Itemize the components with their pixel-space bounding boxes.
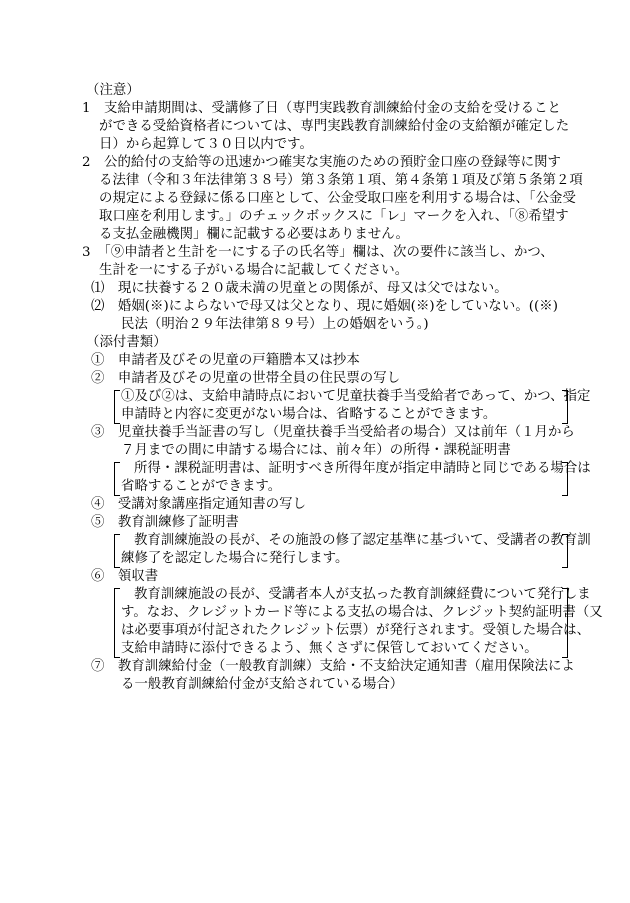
attachment-3-line-2: ７月までの間に申請する場合には、前々年）の所得・課税証明書 <box>121 443 511 458</box>
note-bracket-left <box>114 534 120 568</box>
attachment-2-note-line-1: ①及び②は、支給申請時点において児童扶養手当受給者であって、かつ、指定 <box>121 389 591 404</box>
note-bracket-left <box>114 462 120 496</box>
attachment-7-line-2: る一般教育訓練給付金が支給されている場合） <box>121 677 404 692</box>
note-bracket-right <box>562 534 568 568</box>
attachment-7-line-1: ⑦ 教育訓練給付金（一般教育訓練）支給・不支給決定通知書（雇用保険法によ <box>91 659 575 674</box>
note-2-line-1: 2 公的給付の支給等の迅速かつ確実な実施のための預貯金口座の登録等に関す <box>82 155 561 170</box>
attachment-4: ④ 受講対象講座指定通知書の写し <box>91 497 307 512</box>
attachment-6-note-line-3: は必要事項が付記されたクレジット伝票）が発行されます。受領した場合は、 <box>121 623 591 638</box>
note-3-item-1: ⑴ 現に扶養する２０歳未満の児童との関係が、母又は父ではない。 <box>91 281 508 296</box>
attachment-2: ② 申請者及びその児童の世帯全員の住民票の写し <box>91 371 401 386</box>
note-1-line-2: ができる受給資格者については、専門実践教育訓練給付金の支給額が確定した <box>99 119 570 134</box>
attachment-6-note-line-4: 支給申請時に添付できるよう、無くさずに保管しておいてください。 <box>121 641 538 656</box>
attachment-3-note-line-1: 所得・課税証明書は、証明すべき所得年度が指定申請時と同じである場合は <box>134 461 591 476</box>
note-2-line-4: 取口座を利用します。」のチェックボックスに「レ」マークを入れ、「⑧希望す <box>99 209 569 224</box>
note-2-line-2: る法律（令和３年法律第３８号）第３条第１項、第４条第１項及び第５条第２項 <box>99 173 583 188</box>
note-bracket-right <box>562 462 568 496</box>
note-2-line-5: る支払金融機関」欄に記載する必要はありません。 <box>99 227 409 242</box>
attachment-5: ⑤ 教育訓練修了証明書 <box>91 515 239 530</box>
note-1-line-3: 日）から起算して３０日以内です。 <box>99 137 313 152</box>
note-3-item-2-line-1: ⑵ 婚姻(※)によらないで母又は父となり、現に婚姻(※)をしていない。((※) <box>91 299 559 314</box>
note-bracket-right <box>562 588 568 658</box>
attachments-heading: （添付書類） <box>86 335 167 350</box>
note-2-line-3: の規定による登録に係る口座として、公金受取口座を利用する場合は、「公金受 <box>99 191 576 206</box>
attachment-3-line-1: ③ 児童扶養手当証書の写し（児童扶養手当受給者の場合）又は前年（１月から <box>91 425 575 440</box>
note-3-item-2-line-2: 民法（明治２９年法律第８９号）上の婚姻をいう。) <box>121 317 429 332</box>
attachment-1: ① 申請者及びその児童の戸籍謄本又は抄本 <box>91 353 360 368</box>
note-3-line-1: 3 「⑨申請者と生計を一にする子の氏名等」欄は、次の要件に該当し、かつ、 <box>82 245 554 260</box>
attachment-3-note-line-2: 省略することができます。 <box>121 479 282 494</box>
attachment-6-note-line-2: す。なお、クレジットカード等による支払の場合は、クレジット契約証明書（又 <box>121 605 603 620</box>
attachment-6: ⑥ 領収書 <box>91 569 159 584</box>
attachment-5-note-line-2: 練修了を認定した場合に発行します。 <box>121 551 349 566</box>
attachment-5-note-line-1: 教育訓練施設の長が、その施設の修了認定基準に基づいて、受講者の教育訓 <box>134 533 591 548</box>
note-bracket-left <box>114 390 120 424</box>
attachment-6-note-line-1: 教育訓練施設の長が、受講者本人が支払った教育訓練経費について発行しま <box>134 587 591 602</box>
note-1-line-1: 1 支給申請期間は、受講修了日（専門実践教育訓練給付金の支給を受けること <box>82 101 561 116</box>
note-bracket-left <box>114 588 120 658</box>
note-bracket-right <box>562 390 568 424</box>
note-3-line-2: 生計を一にする子がいる場合に記載してください。 <box>99 263 409 278</box>
notes-heading: （注意） <box>86 83 140 98</box>
attachment-2-note-line-2: 申請時と内容に変更がない場合は、省略することができます。 <box>121 407 497 422</box>
